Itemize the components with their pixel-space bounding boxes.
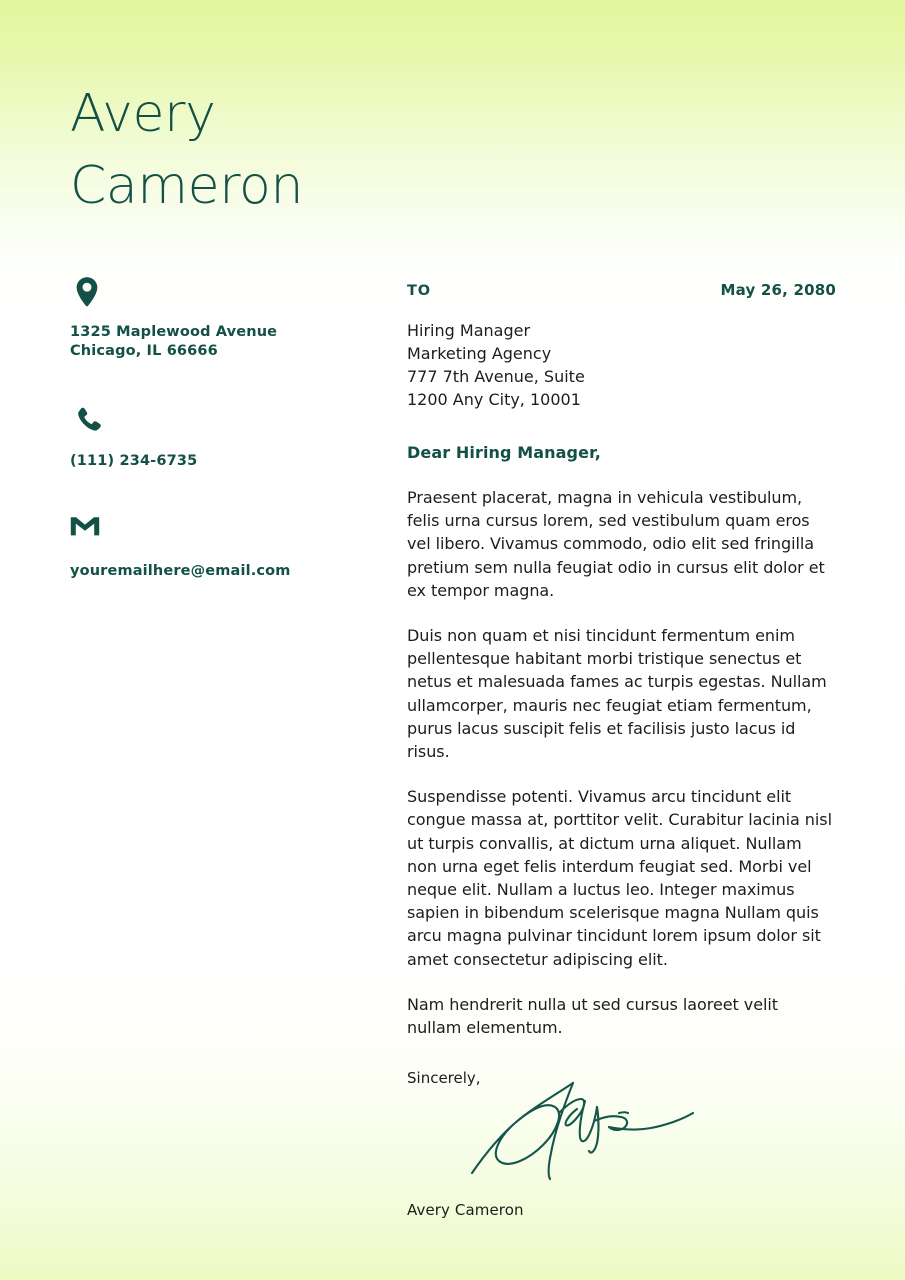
first-name: Avery bbox=[70, 84, 216, 144]
address-text bbox=[70, 323, 370, 361]
last-name: Cameron bbox=[70, 156, 304, 216]
contact-info-block bbox=[70, 275, 370, 624]
letter-paragraph: Nam hendrerit nulla ut sed cursus laoreet velit nullam elementum. bbox=[407, 994, 779, 1038]
contact-item-address bbox=[70, 275, 370, 361]
closing-salutation: Sincerely, bbox=[407, 1069, 481, 1088]
handwritten-signature-icon bbox=[469, 1073, 699, 1183]
signature-area bbox=[407, 1089, 836, 1201]
contact-item-email bbox=[70, 514, 370, 581]
recipient-line: 1200 Any City, 10001 bbox=[407, 390, 581, 409]
address-line-2: Chicago, IL 66666 bbox=[70, 343, 218, 359]
phone-number: (111) 234-6735 bbox=[70, 453, 198, 469]
letter-header-row bbox=[407, 281, 836, 299]
signature-name: Avery Cameron bbox=[407, 1201, 524, 1220]
letter-body bbox=[407, 281, 836, 1219]
to-label: TO bbox=[407, 283, 431, 299]
phone-text bbox=[70, 452, 370, 471]
letter-paragraph: Suspendisse potenti. Vivamus arcu tincidunt elit congue massa at, porttitor velit. Curabitur lacinia nisl ut turpis convallis, at dictum urna aliquet. Nullam non urna eget felis interdum feugiat sed. Morbi vel neque elit. Nullam a luctus leo. Integer maximus sapien in bibendum scelerisque magna Nullam quis arcu magna pulvinar tincidunt lorem ipsum dolor sit amet consectetur adipiscing elit. bbox=[407, 787, 832, 969]
address-line-1: 1325 Maplewood Avenue bbox=[70, 324, 278, 340]
letter-paragraph: Praesent placerat, magna in vehicula vestibulum, felis urna cursus lorem, sed vestibulum quam eros vel libero. Vivamus commodo, odio elit sed fringilla pretium sem nulla feugiat odio in cursus elit dolor et ex tempor magna. bbox=[407, 488, 825, 600]
recipient-address bbox=[407, 319, 836, 411]
page-title bbox=[70, 78, 400, 222]
phone-icon bbox=[70, 404, 370, 438]
email-address[interactable]: youremailhere@email.com bbox=[70, 563, 291, 579]
contact-item-phone bbox=[70, 404, 370, 471]
recipient-line: 777 7th Avenue, Suite bbox=[407, 367, 585, 386]
location-pin-icon bbox=[70, 275, 370, 309]
recipient-line: Hiring Manager bbox=[407, 321, 531, 340]
recipient-line: Marketing Agency bbox=[407, 344, 552, 363]
email-text[interactable] bbox=[70, 562, 370, 581]
gmail-envelope-icon bbox=[70, 514, 370, 548]
salutation: Dear Hiring Manager, bbox=[407, 443, 601, 462]
letter-paragraph: Duis non quam et nisi tincidunt fermentum enim pellentesque habitant morbi tristique senectus et netus et malesuada fames ac turpis egestas. Nullam ullamcorper, mauris nec feugiat etiam fermentum, purus lacus suscipit felis et facilisis justo lacus id risus. bbox=[407, 626, 827, 762]
letter-date: May 26, 2080 bbox=[720, 281, 836, 299]
